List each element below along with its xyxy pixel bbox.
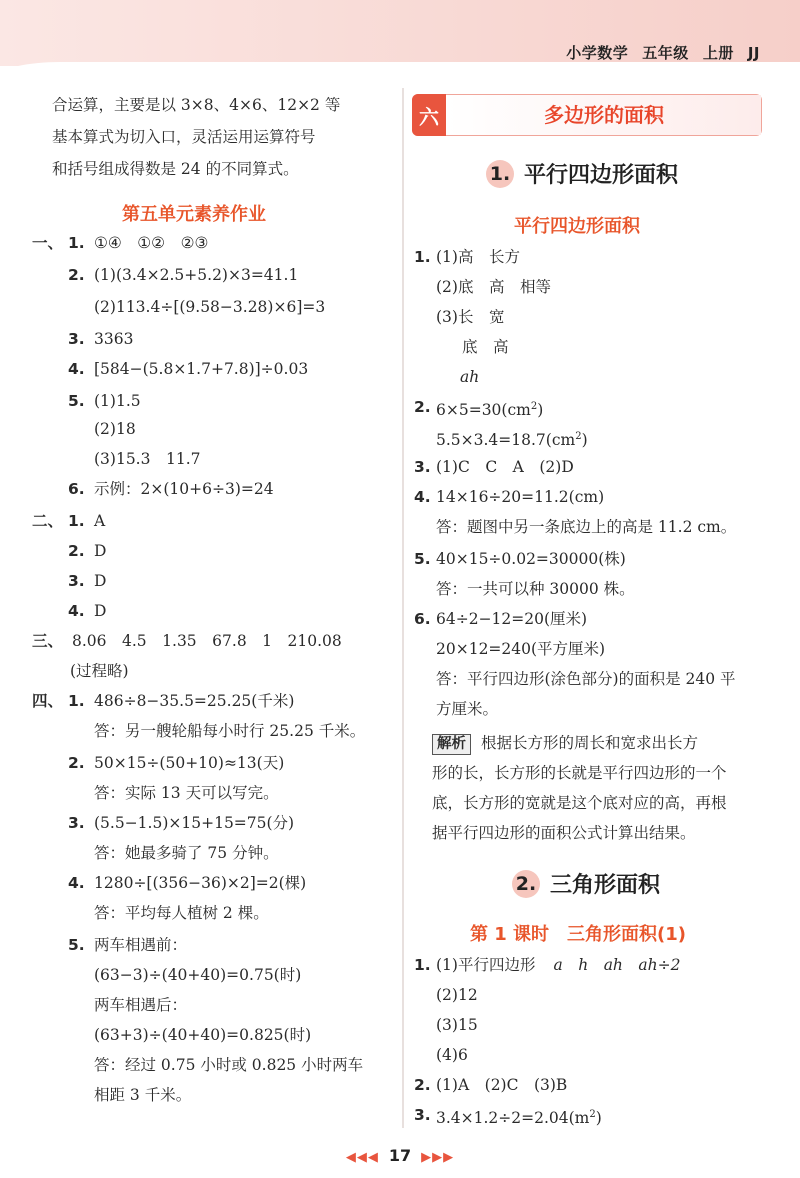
- q-number: 2.: [68, 266, 85, 284]
- answer-text: (1)(3.4×2.5+5.2)×3=41.1: [94, 266, 299, 284]
- closing-paren: ): [581, 431, 588, 450]
- answer-text: D: [94, 602, 107, 620]
- q-number: 3.: [68, 572, 85, 590]
- answer-text: 答：一共可以种 30000 株。: [436, 580, 635, 598]
- analysis-line-1: [432, 732, 698, 755]
- closing-paren: ): [595, 1109, 602, 1128]
- answer-text: (2)底 高 相等: [436, 278, 551, 296]
- answer-text: (3)15: [436, 1016, 478, 1034]
- q-number: 6.: [68, 480, 85, 498]
- q-number: 1.: [68, 692, 85, 710]
- answer-text: (3)长 宽: [436, 308, 505, 326]
- section-2-label: 二、: [32, 512, 64, 530]
- answer-vars: a h ah ah÷2: [553, 956, 681, 974]
- section-title: 平行四边形面积: [524, 163, 679, 188]
- answer-text: (63+3)÷(40+40)=0.825(时): [94, 1026, 312, 1044]
- answer-text: (63−3)÷(40+40)=0.75(时): [94, 966, 302, 984]
- answer-text: (3)15.3 11.7: [94, 450, 201, 468]
- q-number: 5.: [68, 392, 85, 410]
- section-heading-1: [486, 158, 678, 189]
- answer-line: [436, 426, 588, 451]
- analysis-tag: 解析: [432, 734, 471, 755]
- answer-text: 答：实际 13 天可以写完。: [94, 784, 279, 802]
- section-1-label: 一、: [32, 234, 64, 252]
- q-number: 2.: [414, 398, 431, 416]
- page-number: 17: [388, 1146, 412, 1165]
- unit-title: 第五单元素养作业: [122, 204, 266, 225]
- answer-text: 两车相遇前：: [94, 936, 188, 954]
- section-heading-2: [512, 868, 660, 899]
- section-title: 三角形面积: [550, 873, 661, 898]
- answer-text: (1)C C A (2)D: [436, 458, 574, 476]
- q-number: 4.: [68, 360, 85, 378]
- q-number: 3.: [68, 330, 85, 348]
- subject-label: 小学数学: [566, 44, 629, 62]
- chapter-title: 多边形的面积: [447, 95, 761, 135]
- q-number: 4.: [68, 602, 85, 620]
- book-series: [552, 42, 760, 63]
- intro-line-3: 和括号组成得数是 24 的不同算式。: [52, 160, 299, 178]
- answer-text: D: [94, 542, 107, 560]
- answer-text: 3.4×1.2÷2=2.04(m: [436, 1109, 590, 1128]
- q-number: 4.: [68, 874, 85, 892]
- answer-text: (1)高 长方: [436, 248, 520, 266]
- chapter-badge: 六: [412, 94, 446, 136]
- answer-text: 方厘米。: [436, 700, 499, 718]
- answer-text: (1)A (2)C (3)B: [436, 1076, 568, 1094]
- q-number: 3.: [414, 458, 431, 476]
- answer-text: (1)1.5: [94, 392, 141, 410]
- q-number: 1.: [68, 234, 85, 252]
- section-number: 2.: [512, 870, 540, 898]
- q-number: 1.: [414, 956, 431, 974]
- answer-text: 5.5×3.4=18.7(cm: [436, 431, 576, 450]
- q-number: 3.: [414, 1106, 431, 1124]
- q-number: 2.: [414, 1076, 431, 1094]
- grade-label: 五年级: [642, 44, 689, 62]
- answer-text: ah: [460, 368, 480, 386]
- answer-text: 示例：2×(10+6÷3)=24: [94, 480, 274, 498]
- q-number: 1.: [414, 248, 431, 266]
- lesson-title-1: 平行四边形面积: [514, 216, 640, 237]
- answer-text: ①④ ①② ②③: [94, 234, 209, 252]
- q-number: 2.: [68, 542, 85, 560]
- answer-text: 答：她最多骑了 75 分钟。: [94, 844, 279, 862]
- answer-text: 答：经过 0.75 小时或 0.825 小时两车: [94, 1056, 364, 1074]
- answer-text: 20×12=240(平方厘米): [436, 640, 606, 658]
- q-number: 2.: [68, 754, 85, 772]
- answer-line: [436, 954, 681, 976]
- answer-text: 答：题图中另一条底边上的高是 11.2 cm。: [436, 518, 737, 536]
- answer-text: 486÷8−35.5=25.25(千米): [94, 692, 295, 710]
- answer-text: 8.06 4.5 1.35 67.8 1 210.08: [72, 632, 342, 650]
- volume-label: 上册: [702, 44, 734, 62]
- answer-text: 相距 3 千米。: [94, 1086, 192, 1104]
- answer-text: D: [94, 572, 107, 590]
- answer-text: 底 高: [462, 338, 509, 356]
- intro-line-1: 合运算，主要是以 3×8、4×6、12×2 等: [52, 96, 341, 114]
- answer-text: [584−(5.8×1.7+7.8)]÷0.03: [94, 360, 309, 378]
- answer-text: 答：另一艘轮船每小时行 25.25 千米。: [94, 722, 366, 740]
- analysis-line-3: 底，长方形的宽就是这个底对应的高，再根: [432, 794, 727, 812]
- answer-line: [436, 396, 543, 421]
- chapter-banner: [412, 94, 762, 136]
- page-footer: [0, 1146, 800, 1165]
- q-number: 6.: [414, 610, 431, 628]
- answer-text: (5.5−1.5)×15+15=75(分): [94, 814, 295, 832]
- answer-text: 答：平行四边形(涂色部分)的面积是 240 平: [436, 670, 736, 688]
- answer-text: (1)平行四边形: [436, 956, 536, 974]
- closing-paren: ): [537, 401, 544, 420]
- answer-text: 答：平均每人植树 2 棵。: [94, 904, 269, 922]
- answer-note: (过程略): [70, 662, 129, 680]
- edition-label: JJ: [747, 44, 760, 62]
- answer-text: A: [94, 512, 106, 530]
- q-number: 4.: [414, 488, 431, 506]
- superscript: 2: [575, 431, 582, 442]
- q-number: 5.: [68, 936, 85, 954]
- q-number: 1.: [68, 512, 85, 530]
- answer-text: 14×16÷20=11.2(cm): [436, 488, 605, 506]
- answer-text: 64÷2−12=20(厘米): [436, 610, 588, 628]
- answer-text: (2)113.4÷[(9.58−3.28)×6]=3: [94, 298, 326, 316]
- answer-text: (4)6: [436, 1046, 468, 1064]
- answer-text: 3363: [94, 330, 134, 348]
- superscript: 2: [589, 1109, 596, 1120]
- column-divider: [402, 88, 404, 1128]
- analysis-text: 根据长方形的周长和宽求出长方: [481, 734, 699, 752]
- q-number: 5.: [414, 550, 431, 568]
- answer-line: [436, 1104, 602, 1129]
- section-number: 1.: [486, 160, 514, 188]
- analysis-line-4: 据平行四边形的面积公式计算出结果。: [432, 824, 696, 842]
- answer-text: 1280÷[(356−36)×2]=2(棵): [94, 874, 307, 892]
- answer-text: 40×15÷0.02=30000(株): [436, 550, 626, 568]
- answer-text: (2)12: [436, 986, 478, 1004]
- right-arrows-icon: ▶▶▶: [421, 1150, 455, 1165]
- analysis-line-2: 形的长，长方形的长就是平行四边形的一个: [432, 764, 727, 782]
- section-4-label: 四、: [32, 692, 64, 710]
- superscript: 2: [530, 401, 538, 412]
- answer-text: (2)18: [94, 420, 136, 438]
- q-number: 3.: [68, 814, 85, 832]
- intro-line-2: 基本算式为切入口，灵活运用运算符号: [52, 128, 316, 146]
- answer-text: 两车相遇后：: [94, 996, 188, 1014]
- section-3-label: 三、: [32, 632, 64, 650]
- lesson-title-2: 第 1 课时 三角形面积(1): [470, 924, 687, 945]
- answer-text: 6×5=30(cm: [436, 401, 531, 420]
- left-arrows-icon: ◀◀◀: [345, 1150, 379, 1165]
- answer-text: 50×15÷(50+10)≈13(天): [94, 754, 285, 772]
